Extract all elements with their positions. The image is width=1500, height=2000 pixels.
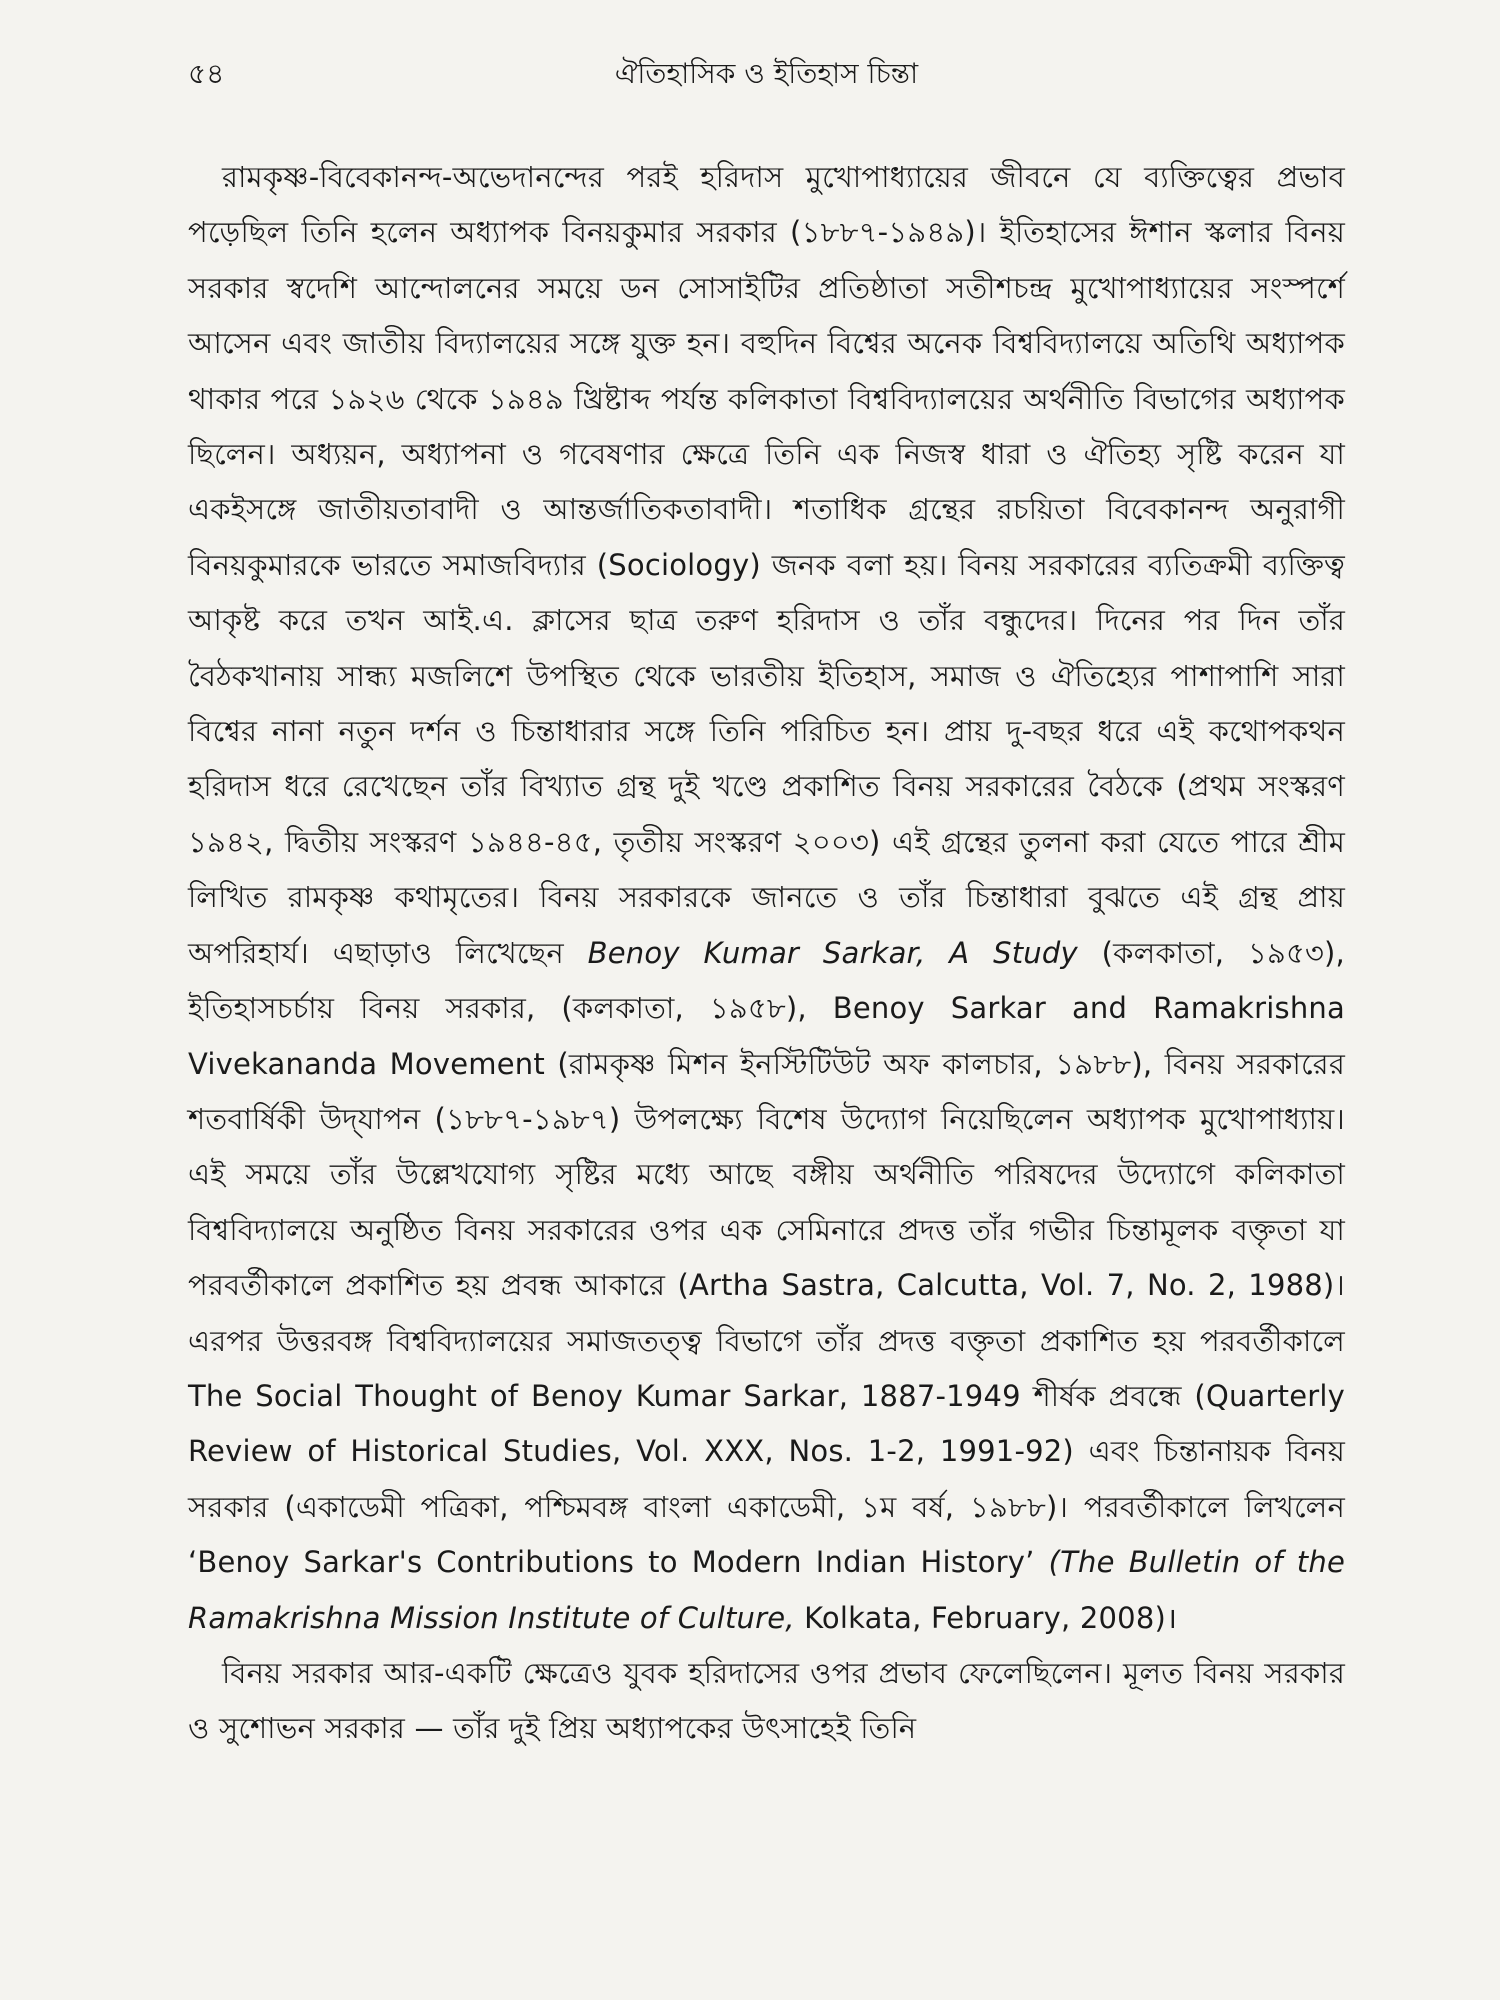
running-head: [188, 48, 1345, 98]
paragraph-2: বিনয় সরকার আর-একটি ক্ষেত্রেও যুবক হরিদাসের ওপর প্রভাব ফেলেছিলেন। মূলত বিনয় সরকার ও সুশোভন সরকার — তাঁর দুই প্রিয় অধ্যাপকের উৎসাহেই তিনি: [188, 1655, 1345, 1746]
page-number: ৫৪: [188, 57, 225, 90]
paragraph-1-text-a: রামকৃষ্ণ-বিবেকানন্দ-অভেদানন্দের পরই হরিদাস মুখোপাধ্যায়ের জীবনে যে ব্যক্তিত্বের প্রভাব পড়েছিল তিনি হলেন অধ্যাপক বিনয়কুমার সরকার (১৮৮৭-১৯৪৯)। ইতিহাসের ঈশান স্কলার বিনয় সরকার স্বদেশি আন্দোলনের সময়ে ডন সোসাইটির প্রতিষ্ঠাতা সতীশচন্দ্র মুখোপাধ্যায়ের সংস্পর্শে আসেন এবং জাতীয় বিদ্যালয়ের সঙ্গে যুক্ত হন। বহুদিন বিশ্বের অনেক বিশ্ববিদ্যালয়ে অতিথি অধ্যাপক থাকার পরে ১৯২৬ থেকে ১৯৪৯ খ্রিষ্টাব্দ পর্যন্ত কলিকাতা বিশ্ববিদ্যালয়ের অর্থনীতি বিভাগের অধ্যাপক ছিলেন। অধ্যয়ন, অধ্যাপনা ও গবেষণার ক্ষেত্রে তিনি এক নিজস্ব ধারা ও ঐতিহ্য সৃষ্টি করেন যা একইসঙ্গে জাতীয়তাবাদী ও আন্তর্জাতিকতাবাদী। শতাধিক গ্রন্থের রচয়িতা বিবেকানন্দ অনুরাগী বিনয়কুমারকে ভারতে সমাজবিদ্যার (Sociology) জনক বলা হয়। বিনয় সরকারের ব্যতিক্রমী ব্যক্তিত্ব আকৃষ্ট করে তখন আই.এ. ক্লাসের ছাত্র তরুণ হরিদাস ও তাঁর বন্ধুদের। দিনের পর দিন তাঁর বৈঠকখানায় সান্ধ্য মজলিশে উপস্থিত থেকে ভারতীয় ইতিহাস, সমাজ ও ঐতিহ্যের পাশাপাশি সারা বিশ্বের নানা নতুন দর্শন ও চিন্তাধারার সঙ্গে তিনি পরিচিত হন। প্রায় দু-বছর ধরে এই কথোপকথন হরিদাস ধরে রেখেছেন তাঁর বিখ্যাত গ্রন্থ দুই খণ্ডে প্রকাশিত বিনয় সরকারের বৈঠকে (প্রথম সংস্করণ ১৯৪২, দ্বিতীয় সংস্করণ ১৯৪৪-৪৫, তৃতীয় সংস্করণ ২০০৩) এই গ্রন্থের তুলনা করা যেতে পারে শ্রীম লিখিত রামকৃষ্ণ কথামৃতের। বিনয় সরকারকে জানতে ও তাঁর চিন্তাধারা বুঝতে এই গ্রন্থ প্রায় অপরিহার্য। এছাড়াও লিখেছেন: [188, 160, 1345, 970]
italic-title-1: Benoy Kumar Sarkar, A Study: [587, 935, 1078, 970]
book-title: ঐতিহাসিক ও ইতিহাস চিন্তা: [614, 57, 919, 90]
body-text: [188, 150, 1345, 1757]
paragraph-1-text-c: Kolkata, February, 2008)।: [794, 1600, 1178, 1635]
paragraph-1: [188, 150, 1345, 1646]
italic-title-2: (The Bulletin of the Ramakrishna Mission Institute of Culture,: [188, 1545, 1346, 1635]
paragraph-1-text-b: (কলকাতা, ১৯৫৩), ইতিহাসচর্চায় বিনয় সরকার, (কলকাতা, ১৯৫৮), Benoy Sarkar and Ramakrishna Vivekananda Movement (রামকৃষ্ণ মিশন ইনস্টিটিউট অফ কালচার, ১৯৮৮), বিনয় সরকারের শতবার্ষিকী উদ্‌যাপন (১৮৮৭-১৯৮৭) উপলক্ষ্যে বিশেষ উদ্যোগ নিয়েছিলেন অধ্যাপক মুখোপাধ্যায়। এই সময়ে তাঁর উল্লেখযোগ্য সৃষ্টির মধ্যে আছে বঙ্গীয় অর্থনীতি পরিষদের উদ্যোগে কলিকাতা বিশ্ববিদ্যালয়ে অনুষ্ঠিত বিনয় সরকারের ওপর এক সেমিনারে প্রদত্ত তাঁর গভীর চিন্তামূলক বক্তৃতা যা পরবর্তীকালে প্রকাশিত হয় প্রবন্ধ আকারে (Artha Sastra, Calcutta, Vol. 7, No. 2, 1988)। এরপর উত্তরবঙ্গ বিশ্ববিদ্যালয়ের সমাজতত্ত্ব বিভাগে তাঁর প্রদত্ত বক্তৃতা প্রকাশিত হয় পরবর্তীকালে The Social Thought of Benoy Kumar Sarkar, 1887-1949 শীর্ষক প্রবন্ধে (Quarterly Review of Historical Studies, Vol. XXX, Nos. 1-2, 1991-92) এবং চিন্তানায়ক বিনয় সরকার (একাডেমী পত্রিকা, পশ্চিমবঙ্গ বাংলা একাডেমী, ১ম বর্ষ, ১৯৮৮)। পরবর্তীকালে লিখলেন ‘Benoy Sarkar's Contributions to Modern Indian History’: [188, 935, 1345, 1580]
